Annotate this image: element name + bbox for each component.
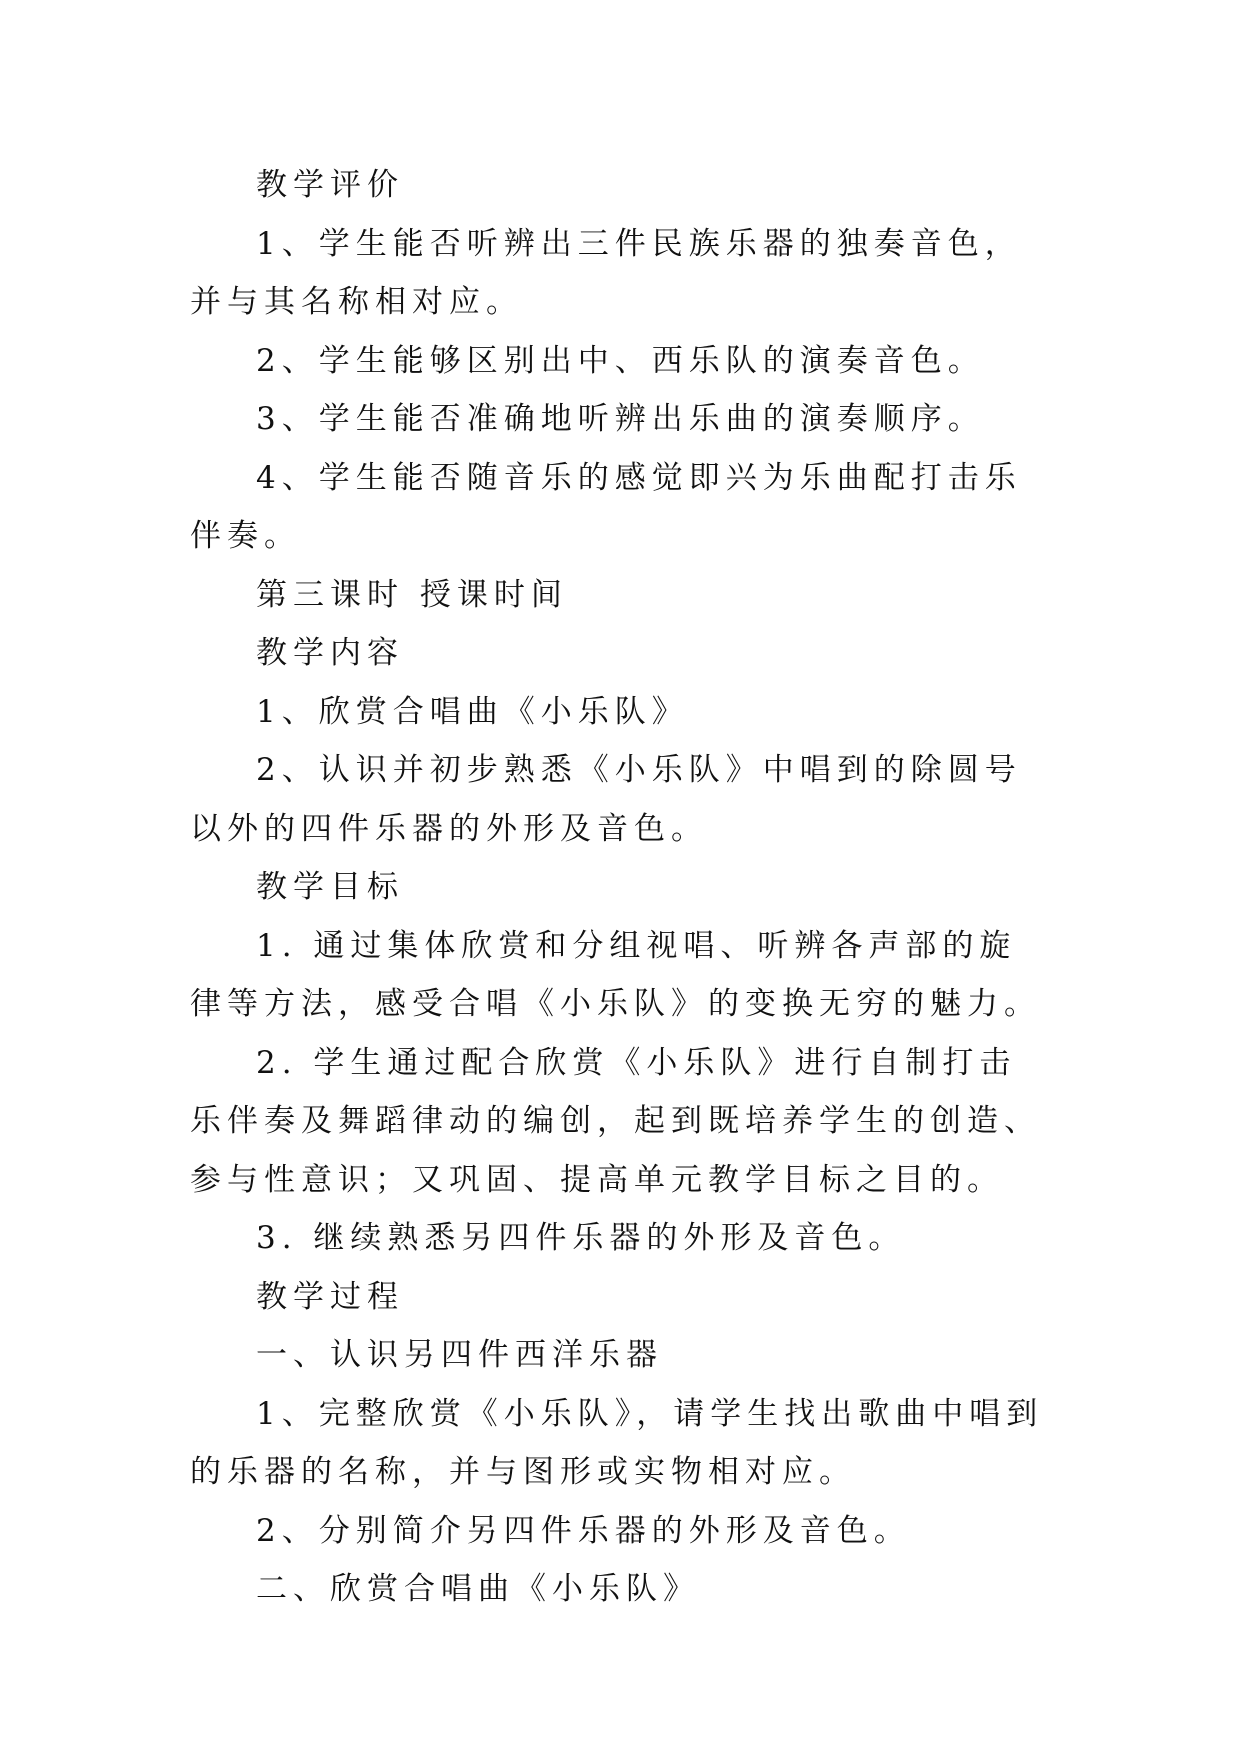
section-heading-evaluation: 教学评价 (256, 167, 404, 203)
evaluation-item-2: 2、学生能够区别出中、西乐队的演奏音色。 (256, 342, 985, 379)
content-item-1: 1、欣赏合唱曲《小乐队》 (256, 693, 689, 730)
section-heading-objectives: 教学目标 (256, 869, 404, 905)
lesson-three-heading: 第三课时 授课时间 (256, 576, 568, 613)
section-heading-content: 教学内容 (256, 635, 404, 671)
section-heading-process: 教学过程 (256, 1278, 404, 1315)
evaluation-item-1: 1、学生能否听辨出三件民族乐器的独奏音色，并与其名称相对应。 (190, 225, 1022, 320)
content-item-2: 2、认识并初步熟悉《小乐队》中唱到的除圆号以外的四件乐器的外形及音色。 (190, 752, 1022, 847)
process-step-2-heading: 二、欣赏合唱曲《小乐队》 (256, 1571, 700, 1607)
document-body (190, 156, 1052, 1619)
process-step-1-item-1: 1、完整欣赏《小乐队》，请学生找出歌曲中唱到的乐器的名称，并与图形或实物相对应。 (190, 1395, 1044, 1490)
evaluation-item-4: 4、学生能否随音乐的感觉即兴为乐曲配打击乐伴奏。 (190, 459, 1022, 554)
objective-item-1: 1. 通过集体欣赏和分组视唱、听辨各声部的旋律等方法，感受合唱《小乐队》的变换无穷的魅力。 (190, 927, 1041, 1022)
evaluation-item-3: 3、学生能否准确地听辨出乐曲的演奏顺序。 (256, 401, 985, 437)
process-step-1-item-2: 2、分别简介另四件乐器的外形及音色。 (256, 1512, 911, 1549)
process-step-1-heading: 一、认识另四件西洋乐器 (256, 1337, 663, 1373)
objective-item-3: 3. 继续熟悉另四件乐器的外形及音色。 (256, 1220, 906, 1256)
objective-item-2: 2. 学生通过配合欣赏《小乐队》进行自制打击乐伴奏及舞蹈律动的编创，起到既培养学生的创造、参与性意识；又巩固、提高单元教学目标之目的。 (190, 1044, 1041, 1198)
